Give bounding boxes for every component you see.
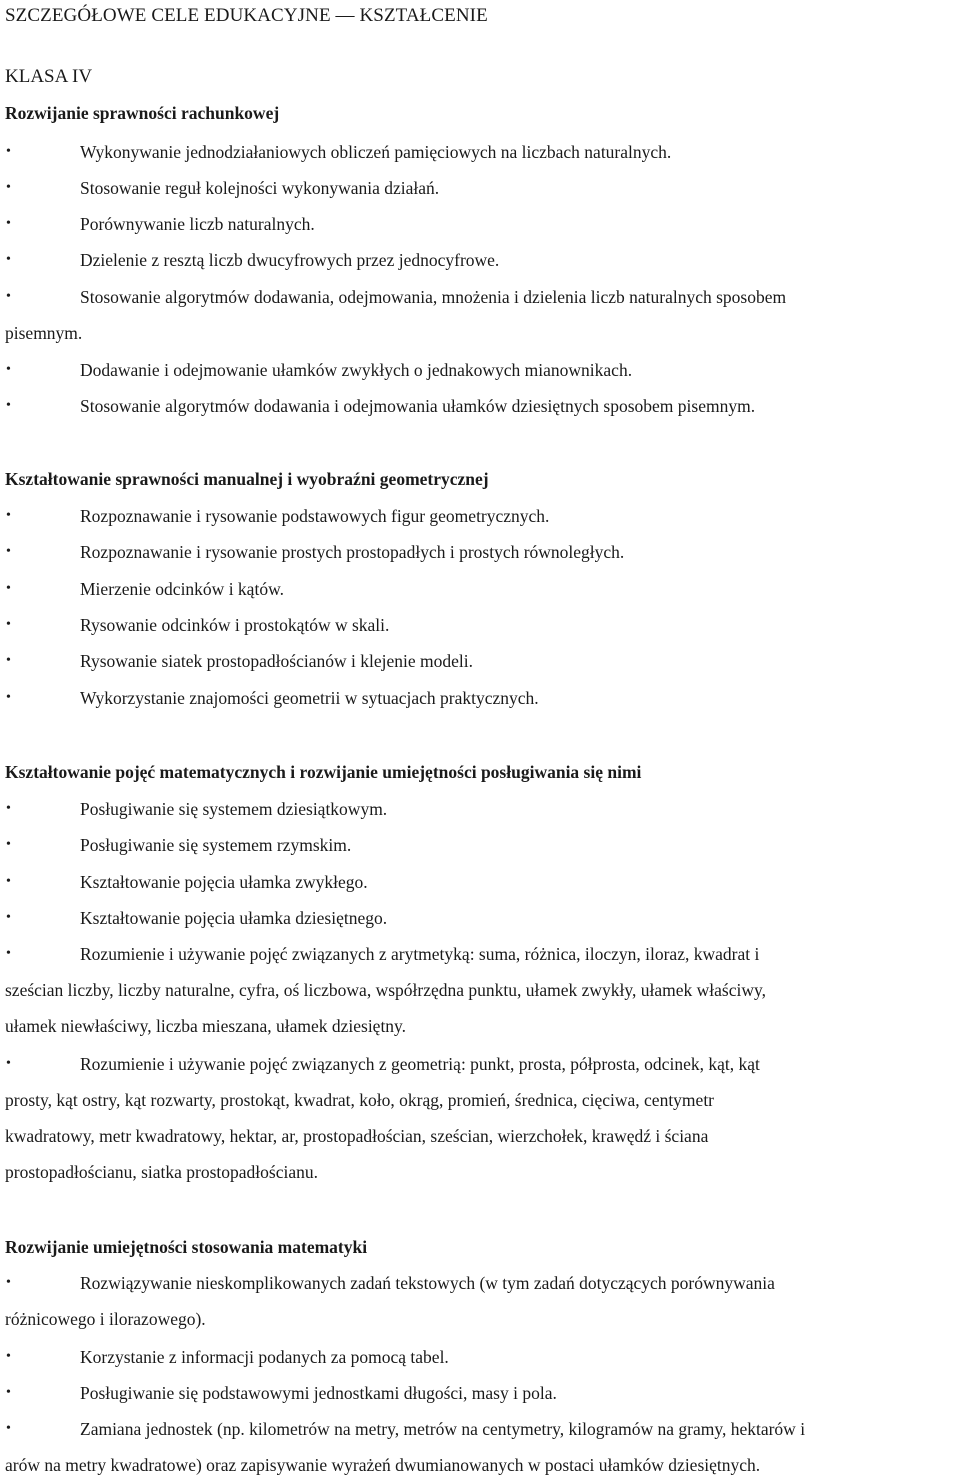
list-item-line bbox=[5, 1382, 960, 1404]
list-item-line bbox=[5, 1161, 960, 1183]
bullet-icon: • bbox=[6, 544, 11, 559]
list-item-line bbox=[5, 141, 960, 163]
list-item-text: Mierzenie odcinków i kątów. bbox=[80, 579, 284, 599]
list-item-line bbox=[5, 1454, 960, 1476]
list-item bbox=[5, 578, 960, 600]
list-item bbox=[5, 395, 960, 417]
bullet-icon: • bbox=[6, 581, 11, 596]
list-item-text: ułamek niewłaściwy, liczba mieszana, ułamek dziesiętny. bbox=[5, 1016, 407, 1036]
list-item bbox=[5, 359, 960, 381]
list-item bbox=[5, 141, 960, 163]
list-item bbox=[5, 1382, 960, 1404]
list-item-text: Posługiwanie się systemem rzymskim. bbox=[80, 835, 352, 855]
list-item bbox=[5, 213, 960, 235]
list-item-line bbox=[5, 505, 960, 527]
list-item-line bbox=[5, 1308, 960, 1330]
list-item bbox=[5, 834, 960, 856]
list-item-line bbox=[5, 979, 960, 1001]
list-item-text: Rozumienie i używanie pojęć związanych z arytmetyką: suma, różnica, iloczyn, iloraz, kwadrat i bbox=[80, 944, 760, 964]
list-item-line bbox=[5, 1272, 960, 1294]
list-item-line bbox=[5, 871, 960, 893]
list-item-text: Dzielenie z resztą liczb dwucyfrowych przez jednocyfrowe. bbox=[80, 250, 500, 270]
bullet-icon: • bbox=[6, 252, 11, 267]
section-heading: Kształtowanie sprawności manualnej i wyobraźni geometrycznej bbox=[5, 469, 489, 489]
list-item-line bbox=[5, 650, 960, 672]
list-item-text: Rozwiązywanie nieskomplikowanych zadań tekstowych (w tym zadań dotyczących porównywania bbox=[80, 1273, 775, 1293]
list-item-line bbox=[5, 907, 960, 929]
list-item-text: Dodawanie i odejmowanie ułamków zwykłych o jednakowych mianownikach. bbox=[80, 360, 633, 380]
list-item-line bbox=[5, 1089, 960, 1111]
list-item-text: Kształtowanie pojęcia ułamka zwykłego. bbox=[80, 872, 368, 892]
list-item-line bbox=[5, 1418, 960, 1440]
list-item-text: prostopadłościanu, siatka prostopadłościanu. bbox=[5, 1162, 318, 1182]
list-item-line bbox=[5, 578, 960, 600]
list-item-line bbox=[5, 943, 960, 965]
bullet-icon: • bbox=[6, 1056, 11, 1071]
bullet-icon: • bbox=[6, 1385, 11, 1400]
section-heading: Rozwijanie sprawności rachunkowej bbox=[5, 103, 280, 123]
bullet-icon: • bbox=[6, 946, 11, 961]
list-item-text: Rozpoznawanie i rysowanie podstawowych figur geometrycznych. bbox=[80, 506, 550, 526]
list-item-line bbox=[5, 1053, 960, 1075]
list-item bbox=[5, 1053, 960, 1183]
list-item-text: Stosowanie algorytmów dodawania, odejmowania, mnożenia i dzielenia liczb naturalnych sposobem bbox=[80, 287, 787, 307]
list-item-text: Porównywanie liczb naturalnych. bbox=[80, 214, 315, 234]
list-item-text: pisemnym. bbox=[5, 323, 83, 343]
list-item-text: Korzystanie z informacji podanych za pomocą tabel. bbox=[80, 1347, 449, 1367]
list-item-line bbox=[5, 286, 960, 308]
bullet-icon: • bbox=[6, 180, 11, 195]
list-item-text: kwadratowy, metr kwadratowy, hektar, ar, prostopadłościan, sześcian, wierzchołek, krawędź i ściana bbox=[5, 1126, 709, 1146]
list-item bbox=[5, 1418, 960, 1476]
list-item-text: Stosowanie reguł kolejności wykonywania działań. bbox=[80, 178, 440, 198]
section-heading: Rozwijanie umiejętności stosowania matematyki bbox=[5, 1237, 368, 1257]
list-item bbox=[5, 177, 960, 199]
bullet-icon: • bbox=[6, 398, 11, 413]
bullet-icon: • bbox=[6, 617, 11, 632]
section-heading: Kształtowanie pojęć matematycznych i rozwijanie umiejętności posługiwania się nimi bbox=[5, 762, 642, 782]
list-item-text: Posługiwanie się systemem dziesiątkowym. bbox=[80, 799, 388, 819]
bullet-icon: • bbox=[6, 910, 11, 925]
list-item bbox=[5, 798, 960, 820]
list-item-text: Stosowanie algorytmów dodawania i odejmowania ułamków dziesiętnych sposobem pisemnym. bbox=[80, 396, 756, 416]
bullet-icon: • bbox=[6, 1421, 11, 1436]
bullet-icon: • bbox=[6, 874, 11, 889]
list-item bbox=[5, 249, 960, 271]
list-item-line bbox=[5, 213, 960, 235]
bullet-icon: • bbox=[6, 1349, 11, 1364]
list-item-text: Wykonywanie jednodziałaniowych obliczeń pamięciowych na liczbach naturalnych. bbox=[80, 142, 672, 162]
list-item-text: Rysowanie siatek prostopadłościanów i klejenie modeli. bbox=[80, 651, 473, 671]
list-item-text: Posługiwanie się podstawowymi jednostkami długości, masy i pola. bbox=[80, 1383, 557, 1403]
list-item-line bbox=[5, 395, 960, 417]
bullet-icon: • bbox=[6, 690, 11, 705]
list-item-line bbox=[5, 322, 960, 344]
list-item-line bbox=[5, 798, 960, 820]
list-item bbox=[5, 286, 960, 344]
list-item-line bbox=[5, 541, 960, 563]
list-item bbox=[5, 907, 960, 929]
list-item-text: Zamiana jednostek (np. kilometrów na metry, metrów na centymetry, kilogramów na gramy, hektarów i bbox=[80, 1419, 806, 1439]
bullet-icon: • bbox=[6, 362, 11, 377]
list-item-line bbox=[5, 1346, 960, 1368]
list-item-text: arów na metry kwadratowe) oraz zapisywanie wyrażeń dwumianowanych w postaci ułamków dziesiętnych. bbox=[5, 1455, 761, 1475]
list-item-text: Rozpoznawanie i rysowanie prostych prostopadłych i prostych równoległych. bbox=[80, 542, 625, 562]
bullet-icon: • bbox=[6, 837, 11, 852]
list-item-text: sześcian liczby, liczby naturalne, cyfra, oś liczbowa, współrzędna punktu, ułamek zwykły, ułamek właściwy, bbox=[5, 980, 766, 1000]
bullet-icon: • bbox=[6, 801, 11, 816]
list-item-text: Wykorzystanie znajomości geometrii w sytuacjach praktycznych. bbox=[80, 688, 539, 708]
list-item bbox=[5, 650, 960, 672]
list-item-text: prosty, kąt ostry, kąt rozwarty, prostokąt, kwadrat, koło, okrąg, promień, średnica, cięciwa, centymetr bbox=[5, 1090, 715, 1110]
list-item bbox=[5, 871, 960, 893]
list-item-line bbox=[5, 177, 960, 199]
list-item-line bbox=[5, 1125, 960, 1147]
class-heading: KLASA IV bbox=[5, 66, 93, 87]
list-item-text: Kształtowanie pojęcia ułamka dziesiętnego. bbox=[80, 908, 388, 928]
document-title: SZCZEGÓŁOWE CELE EDUKACYJNE — KSZTAŁCENIE bbox=[5, 5, 488, 26]
list-item-text: różnicowego i ilorazowego). bbox=[5, 1309, 206, 1329]
bullet-icon: • bbox=[6, 508, 11, 523]
list-item-text: Rozumienie i używanie pojęć związanych z geometrią: punkt, prosta, półprosta, odcinek, kąt, kąt bbox=[80, 1054, 760, 1074]
list-item-line bbox=[5, 1015, 960, 1037]
bullet-icon: • bbox=[6, 289, 11, 304]
list-item bbox=[5, 1272, 960, 1330]
list-item bbox=[5, 541, 960, 563]
list-item-line bbox=[5, 834, 960, 856]
list-item bbox=[5, 614, 960, 636]
list-item-line bbox=[5, 687, 960, 709]
list-item-text: Rysowanie odcinków i prostokątów w skali. bbox=[80, 615, 390, 635]
bullet-icon: • bbox=[6, 653, 11, 668]
list-item bbox=[5, 943, 960, 1037]
list-item-line bbox=[5, 614, 960, 636]
bullet-icon: • bbox=[6, 216, 11, 231]
bullet-icon: • bbox=[6, 144, 11, 159]
list-item bbox=[5, 505, 960, 527]
list-item bbox=[5, 687, 960, 709]
bullet-icon: • bbox=[6, 1275, 11, 1290]
list-item-line bbox=[5, 359, 960, 381]
list-item-line bbox=[5, 249, 960, 271]
list-item bbox=[5, 1346, 960, 1368]
